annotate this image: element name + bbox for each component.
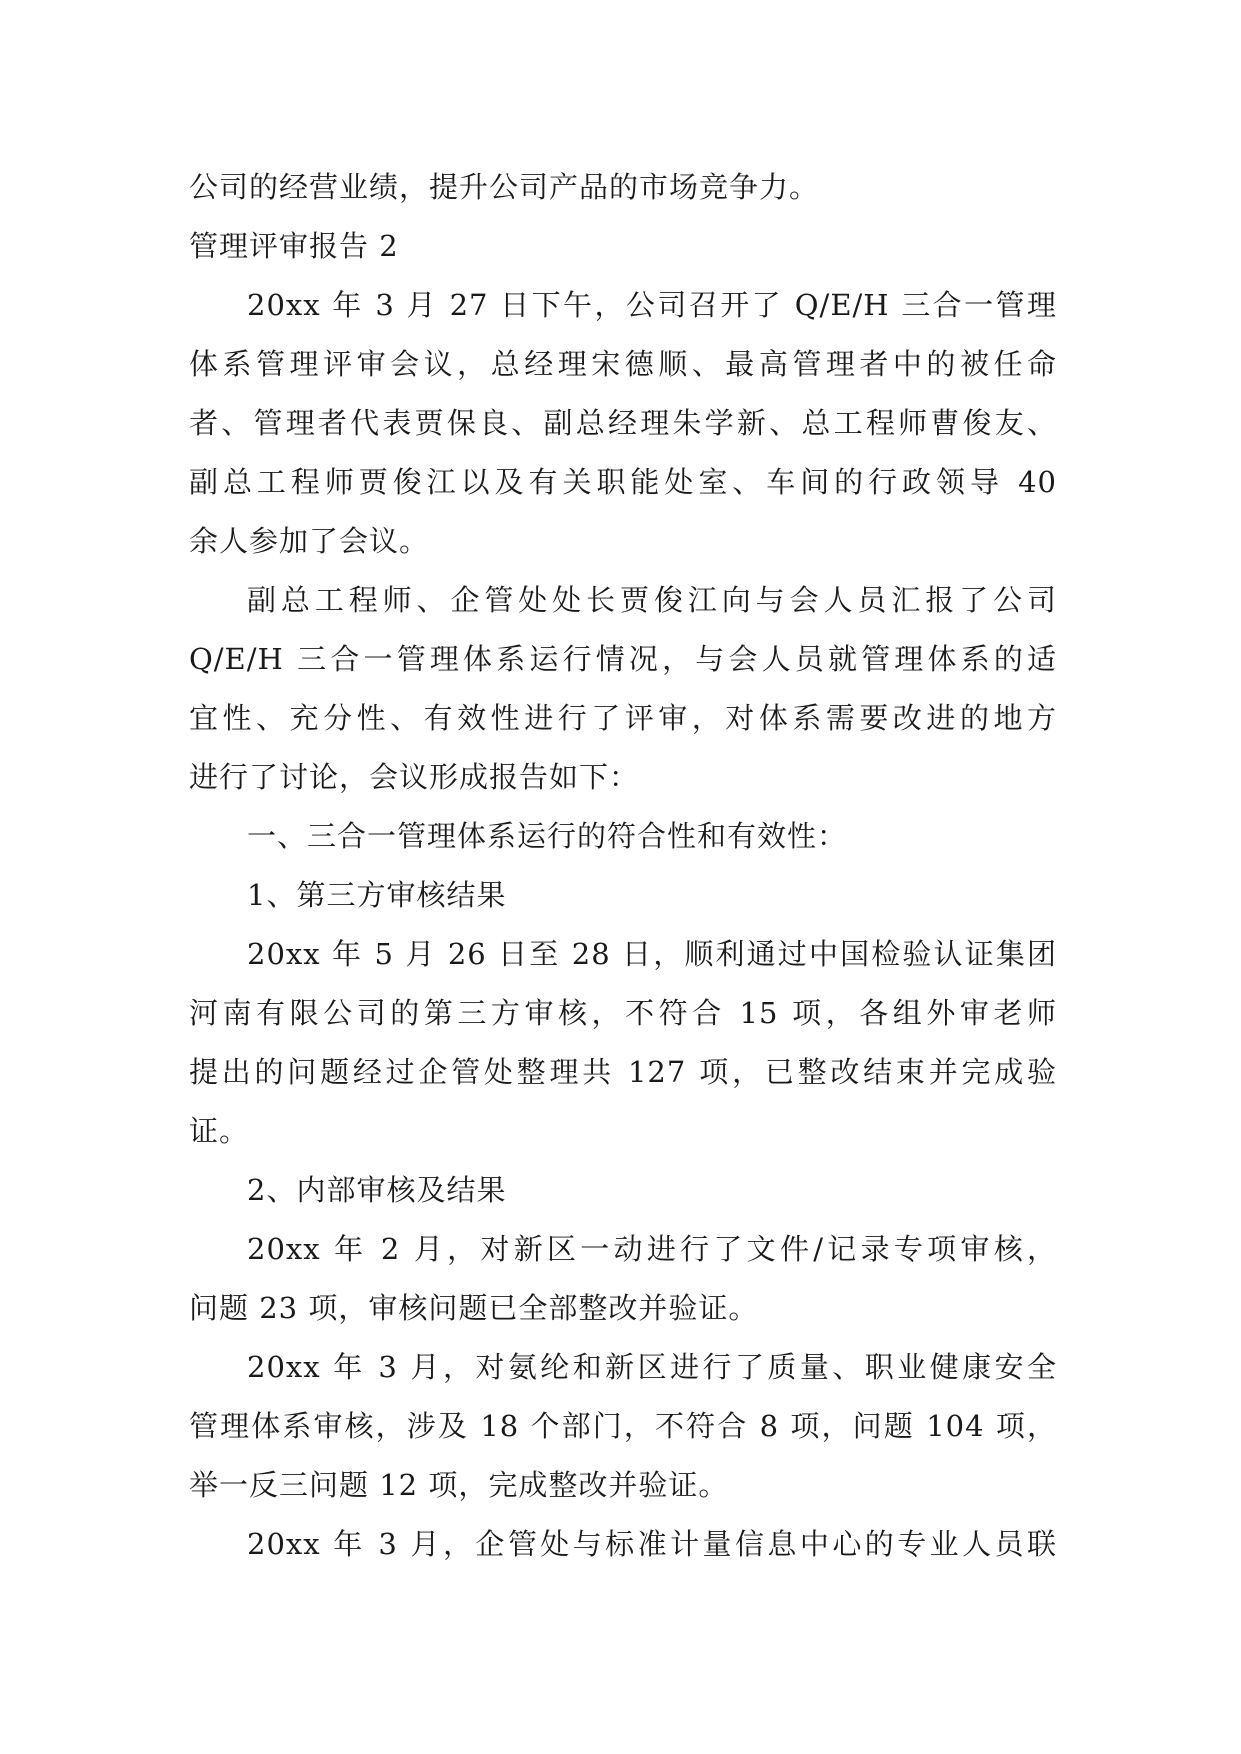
text-line: 副总工程师、企管处处长贾俊江向与会人员汇报了公司 [247, 583, 1057, 617]
text-line: 问题 23 项，审核问题已全部整改并验证。 [189, 1291, 759, 1325]
text-line: 1、第三方审核结果 [247, 878, 507, 912]
text-line: 管理评审报告 2 [189, 229, 399, 263]
text-line: Q/E/H 三合一管理体系运行情况，与会人员就管理体系的适 [189, 642, 1057, 676]
text-line: 20xx 年 3 月，企管处与标准计量信息中心的专业人员联 [247, 1527, 1057, 1561]
text-line: 公司的经营业绩，提升公司产品的市场竞争力。 [189, 170, 820, 204]
text-line: 20xx 年 3 月 27 日下午，公司召开了 Q/E/H 三合一管理 [247, 288, 1057, 322]
text-line: 副总工程师贾俊江以及有关职能处室、车间的行政领导 40 [189, 465, 1057, 499]
text-line: 进行了讨论，会议形成报告如下： [189, 760, 640, 794]
text-line: 余人参加了会议。 [189, 524, 430, 558]
text-line: 20xx 年 5 月 26 日至 28 日，顺利通过中国检验认证集团 [247, 937, 1057, 971]
text-line: 举一反三问题 12 项，完成整改并验证。 [189, 1468, 729, 1502]
text-line: 20xx 年 2 月，对新区一动进行了文件/记录专项审核， [247, 1232, 1057, 1266]
text-line: 一、三合一管理体系运行的符合性和有效性： [247, 819, 848, 853]
text-line: 者、管理者代表贾保良、副总经理朱学新、总工程师曹俊友、 [189, 406, 1057, 440]
text-line: 宜性、充分性、有效性进行了评审，对体系需要改进的地方 [189, 701, 1057, 735]
text-line: 提出的问题经过企管处整理共 127 项，已整改结束并完成验 [189, 1055, 1057, 1089]
text-line: 河南有限公司的第三方审核，不符合 15 项，各组外审老师 [189, 996, 1057, 1030]
text-line: 20xx 年 3 月，对氨纶和新区进行了质量、职业健康安全 [247, 1350, 1057, 1384]
text-line: 管理体系审核，涉及 18 个部门，不符合 8 项，问题 104 项， [189, 1409, 1057, 1443]
text-line: 体系管理评审会议，总经理宋德顺、最高管理者中的被任命 [189, 347, 1057, 381]
text-line: 2、内部审核及结果 [247, 1173, 507, 1207]
document-body [189, 158, 1057, 1574]
text-line: 证。 [189, 1114, 250, 1148]
